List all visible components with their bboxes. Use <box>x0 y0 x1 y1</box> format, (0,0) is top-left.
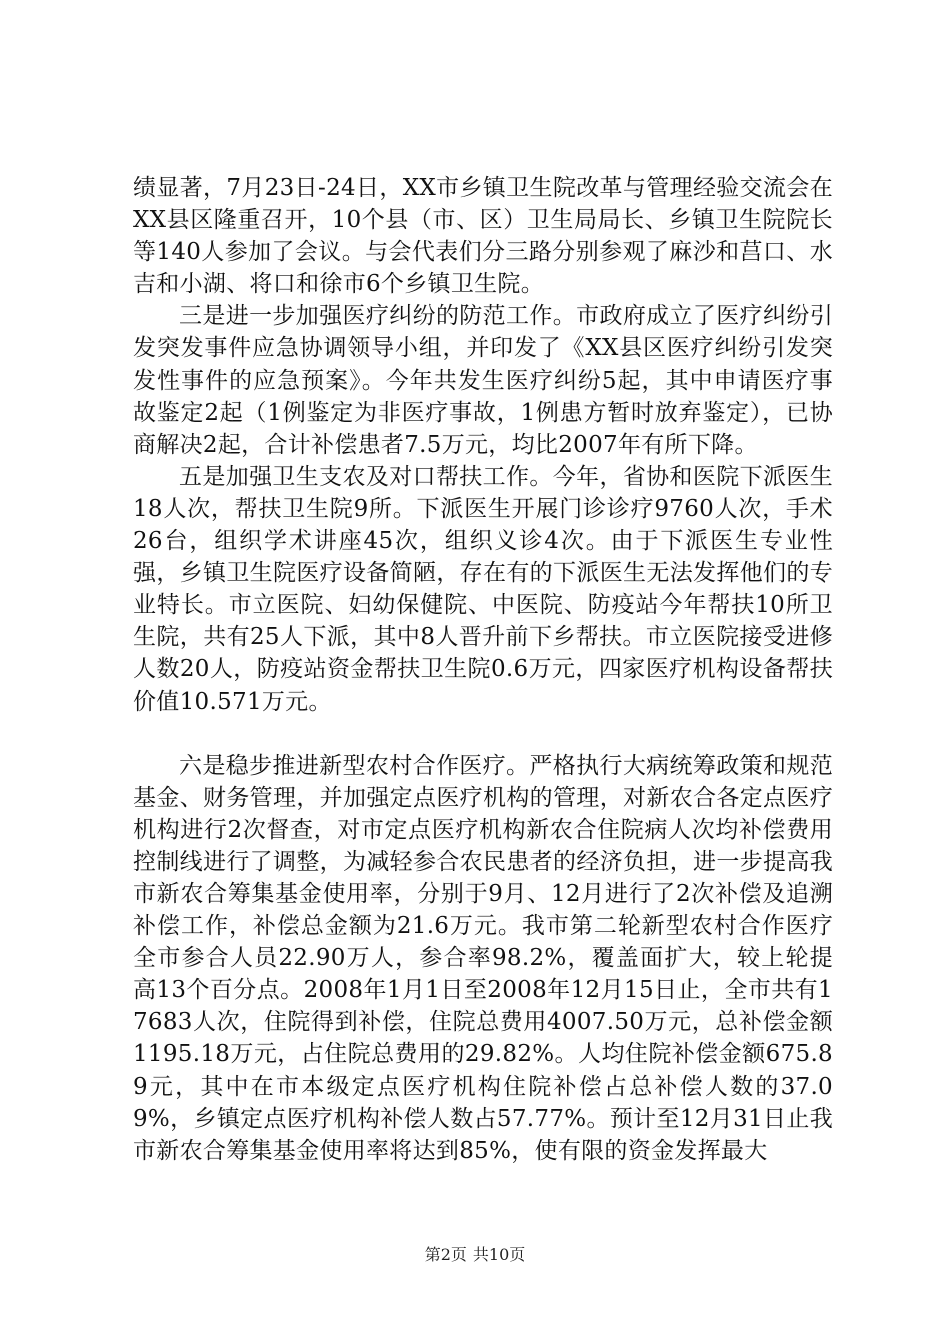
page-total: 共10页 <box>472 1245 526 1264</box>
paragraph-continuation: 绩显著，7月23日-24日，XX市乡镇卫生院改革与管理经验交流会在XX县区隆重召开，10个县（市、区）卫生局局长、乡镇卫生院院长等140人参加了会议。与会代表们分三路分别参观了麻沙和莒口、水吉和小湖、将口和徐市6个乡镇卫生院。 <box>133 175 833 298</box>
document-body <box>133 172 833 1167</box>
page-number: 第2页 <box>424 1245 467 1264</box>
paragraph-rural-health-support: 五是加强卫生支农及对口帮扶工作。今年，省协和医院下派医生18人次，帮扶卫生院9所。下派医生开展门诊诊疗9760人次，手术26台，组织学术讲座45次，组织义诊4次。由于下派医生专业性强，乡镇卫生院医疗设备简陋，存在有的下派医生无法发挥他们的专业特长。市立医院、妇幼保健院、中医院、防疫站今年帮扶10所卫生院，共有25人下派，其中8人晋升前下乡帮扶。市立医院接受进修人数20人，防疫站资金帮扶卫生院0.6万元，四家医疗机构设备帮扶价值10.571万元。 <box>133 463 833 715</box>
paragraph-rural-cooperative-medical: 六是稳步推进新型农村合作医疗。严格执行大病统筹政策和规范基金、财务管理，并加强定点医疗机构的管理，对新农合各定点医疗机构进行2次督查，对市定点医疗机构新农合住院病人次均补偿费用控制线进行了调整，为减轻参合农民患者的经济负担，进一步提高我市新农合筹集基金使用率，分别于9月、12月进行了2次补偿及追溯补偿工作，补偿总金额为21.6万元。我市第二轮新型农村合作医疗全市参合人员22.90万人，参合率98.2%，覆盖面扩大，较上轮提高13个百分点。2008年1月1日至2008年12月15日止，全市共有17683人次，住院得到补偿，住院总费用4007.50万元，总补偿金额1195.18万元，占住院总费用的29.82%。人均住院补偿金额675.89元，其中在市本级定点医疗机构住院补偿占总补偿人数的37.09%，乡镇定点医疗机构补偿人数占57.77%。预计至12月31日止我市新农合筹集基金使用率将达到85%，使有限的资金发挥最大 <box>133 752 833 1164</box>
page-footer <box>0 1245 950 1265</box>
paragraph-medical-dispute-prevention: 三是进一步加强医疗纠纷的防范工作。市政府成立了医疗纠纷引发突发事件应急协调领导小组，并印发了《XX县区医疗纠纷引发突发性事件的应急预案》。今年共发生医疗纠纷5起，其中申请医疗事故鉴定2起（1例鉴定为非医疗事故，1例患方暂时放弃鉴定），已协商解决2起，合计补偿患者7.5万元，均比2007年有所下降。 <box>133 303 833 458</box>
